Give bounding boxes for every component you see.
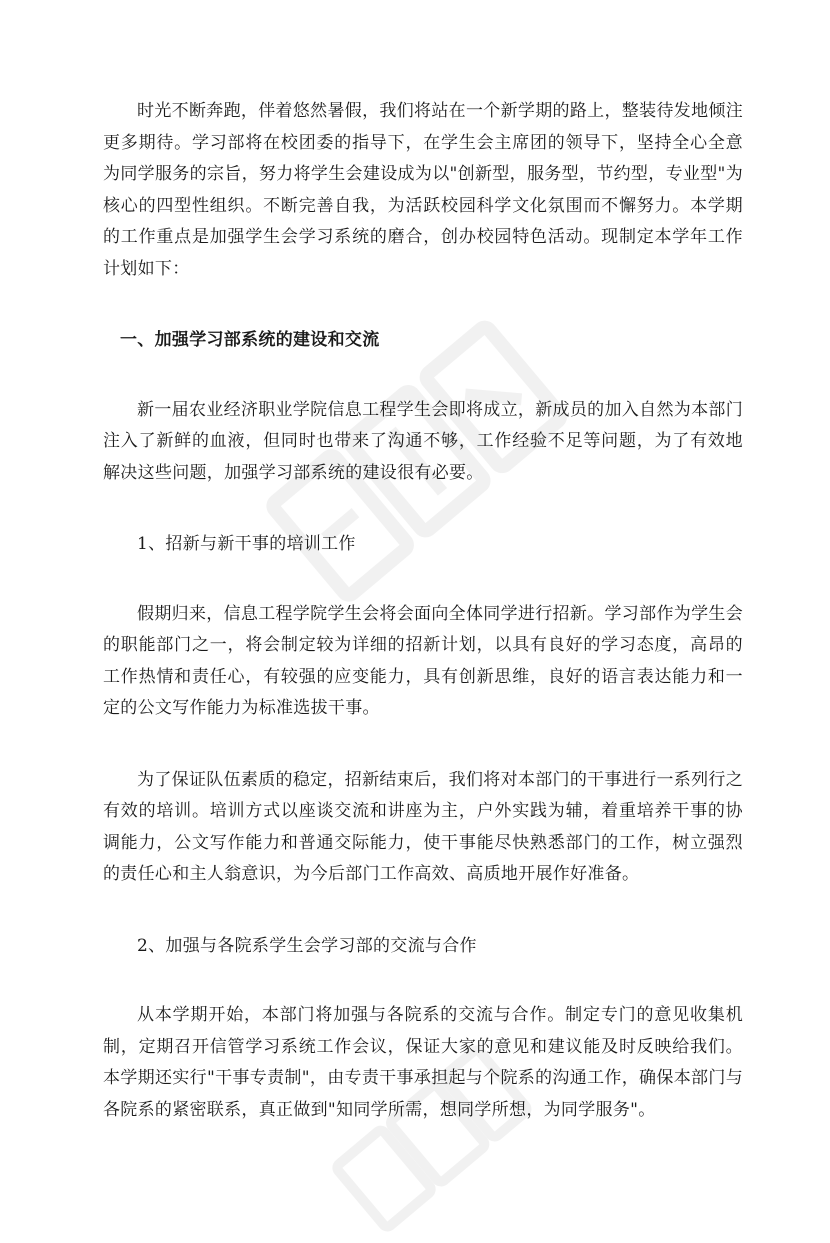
subsection2-heading: 2、加强与各院系学生会学习部的交流与合作 (137, 935, 477, 956)
subsection2-paragraph: 从本学期开始，本部门将加强与各院系的交流与合作。制定专门的意见收集机制，定期召开信管学习系统工作会议，保证大家的意见和建议能及时反映给我们。本学期还实行"干事专责制"，由专责干事承担起与个院系的沟通工作，确保本部门与各院系的紧密联系，真正做到"知同学所需，想同学所想，为同学服务"。 (103, 1005, 743, 1120)
section1-heading: 一、加强学习部系统的建设和交流 (120, 330, 380, 350)
document-body (103, 96, 743, 1126)
subsection1-paragraph-2: 为了保证队伍素质的稳定，招新结束后，我们将对本部门的干事进行一系列行之有效的培训。培训方式以座谈交流和讲座为主，户外实践为辅，着重培养干事的协调能力，公文写作能力和普通交际能力，使干事能尽快熟悉部门的工作，树立强烈的责任心和主人翁意识，为今后部门工作高效、高质地开展作好准备。 (103, 769, 743, 884)
section1-paragraph: 新一届农业经济职业学院信息工程学生会即将成立，新成员的加入自然为本部门注入了新鲜的血液，但同时也带来了沟通不够，工作经验不足等问题，为了有效地解决这些问题，加强学习部系统的建设很有必要。 (103, 399, 743, 483)
subsection1-heading: 1、招新与新干事的培训工作 (137, 534, 356, 554)
subsection1-paragraph-1: 假期归来，信息工程学院学生会将会面向全体同学进行招新。学习部作为学生会的职能部门之一，将会制定较为详细的招新计划，以具有良好的学习态度，高昂的工作热情和责任心，有较强的应变能力，具有创新思维，良好的语言表达能力和一定的公文写作能力为标准选拔干事。 (103, 603, 743, 718)
intro-paragraph: 时光不断奔跑，伴着悠然暑假，我们将站在一个新学期的路上，整装待发地倾注更多期待。学习部将在校团委的指导下，在学生会主席团的领导下，坚持全心全意为同学服务的宗旨，努力将学生会建设成为以"创新型，服务型，节约型，专业型"为核心的四型性组织。不断完善自我，为活跃校园科学文化氛围而不懈努力。本学期的工作重点是加强学生会学习系统的磨合，创办校园特色活动。现制定本学年工作计划如下： (103, 101, 743, 279)
